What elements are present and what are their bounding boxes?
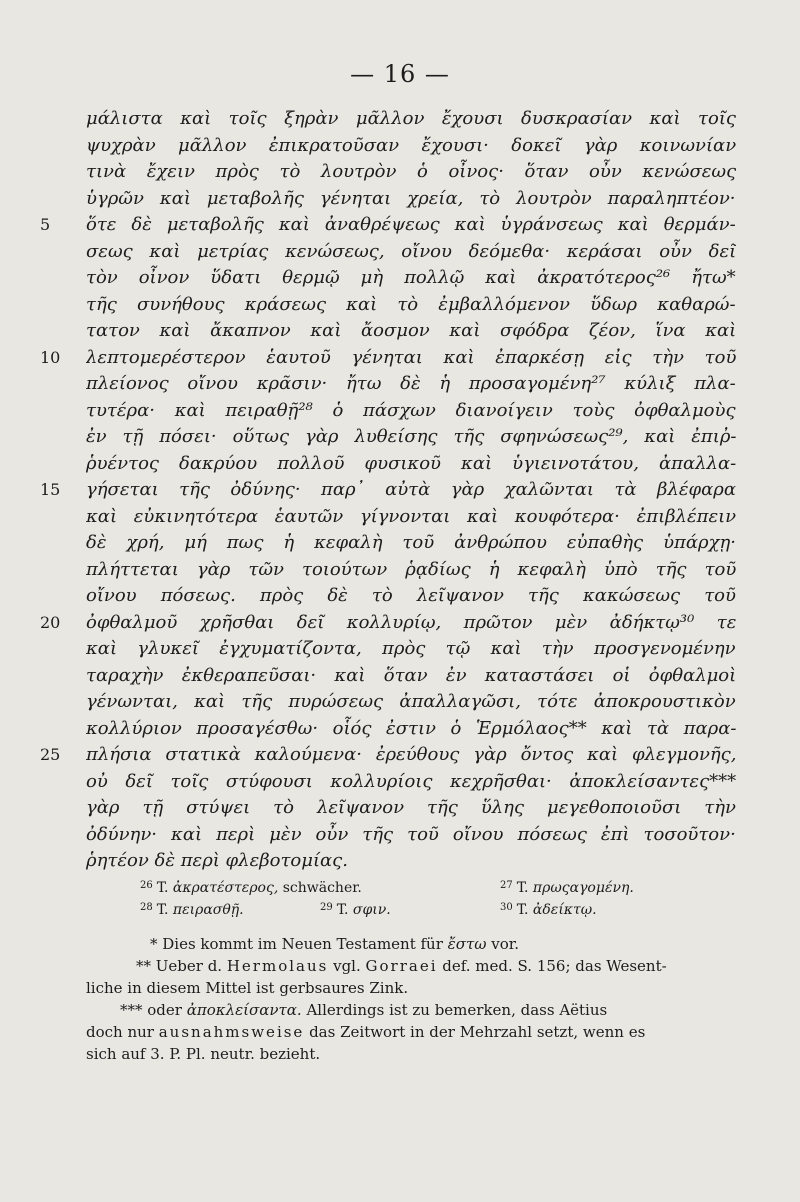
text-line xyxy=(0,424,800,451)
line-content: δὲ χρή, μή πως ἡ κεφαλὴ τοῦ ἀνθρώπου εὐπαθὴς ὑπάρχῃ· xyxy=(86,532,736,553)
line-text xyxy=(86,848,736,874)
line-content: ῥητέον δὲ περὶ φλεβοτομίας. xyxy=(86,850,348,871)
line-text xyxy=(86,822,736,848)
line-text xyxy=(86,636,736,662)
line-text xyxy=(86,716,736,742)
text-line xyxy=(0,716,800,743)
line-content: οἴνου πόσεως. πρὸς δὲ τὸ λεῖψανον τῆς κακώσεως τοῦ xyxy=(86,585,736,606)
line-content: τὸν οἶνον ὕδατι θερμῷ μὴ πολλῷ καὶ ἀκρατότερος²⁶ ἤτω* xyxy=(86,267,736,288)
text-line xyxy=(0,212,800,239)
line-number: 10 xyxy=(40,347,61,367)
line-text xyxy=(86,742,736,768)
line-text xyxy=(86,583,736,609)
footnote-29: $^{29}$ T. σφιν. xyxy=(320,902,391,918)
line-text xyxy=(86,451,736,477)
line-text xyxy=(86,212,736,238)
line-number: 20 xyxy=(40,612,61,632)
footnote-star-2-line-1: ** Ueber d. Hermolaus vgl. Gorraei def. med. S. 156; das Wesent- xyxy=(136,957,667,975)
line-content: τινὰ ἔχειν πρὸς τὸ λουτρὸν ὁ οἶνος· ὅταν οὖν κενώσεως xyxy=(86,161,736,182)
text-line xyxy=(0,689,800,716)
text-line xyxy=(0,371,800,398)
line-text xyxy=(86,318,736,344)
line-content: γήσεται τῆς ὀδύνης· παρ᾽ αὐτὰ γὰρ χαλῶνται τὰ βλέφαρα xyxy=(86,479,736,500)
text-line xyxy=(0,451,800,478)
line-content: κολλύριον προσαγέσθω· οἷός ἐστιν ὁ Ἑρμόλαος** καὶ τὰ παρα- xyxy=(86,717,736,739)
footnote-star-1: * Dies kommt im Neuen Testament für ἔστω vor. xyxy=(150,935,520,953)
line-text xyxy=(86,557,736,583)
line-content: ὑγρῶν καὶ μεταβολῆς γένηται χρεία, τὸ λουτρὸν παραληπτέον· xyxy=(86,187,736,209)
line-text xyxy=(86,133,736,159)
line-content: ταραχὴν ἐκθεραπεῦσαι· καὶ ὅταν ἐν καταστάσει οἱ ὀφθαλμοὶ xyxy=(86,664,736,686)
text-line xyxy=(0,795,800,822)
line-content: καὶ γλυκεῖ ἐγχυματίζοντα, πρὸς τῷ καὶ τὴν προσγενομένην xyxy=(86,638,736,659)
text-line xyxy=(0,239,800,266)
footnote-star-3-line-2: doch nur ausnahmsweise das Zeitwort in der Mehrzahl setzt, wenn es xyxy=(86,1023,646,1041)
text-line xyxy=(0,848,800,875)
line-content: τυτέρα· καὶ πειραθῇ²⁸ ὁ πάσχων διανοίγειν τοὺς ὀφθαλμοὺς xyxy=(86,399,736,421)
text-line xyxy=(0,530,800,557)
text-line xyxy=(0,159,800,186)
line-content: γένωνται, καὶ τῆς πυρώσεως ἀπαλλαγῶσι, τότε ἀποκρουστικὸν xyxy=(86,691,736,712)
text-line xyxy=(0,265,800,292)
line-content: τῆς συνήθους κράσεως καὶ τὸ ἐμβαλλόμενον ὕδωρ καθαρώ- xyxy=(86,293,736,315)
text-line xyxy=(0,292,800,319)
text-line xyxy=(0,318,800,345)
line-text xyxy=(86,106,736,132)
line-number: 5 xyxy=(40,215,51,234)
line-content: τατον καὶ ἄκαπνον καὶ ἄοσμον καὶ σφόδρα ζέον, ἵνα καὶ xyxy=(86,320,736,341)
text-line xyxy=(0,822,800,849)
line-content: πλήττεται γὰρ τῶν τοιούτων ῥᾳδίως ἡ κεφαλὴ ὑπὸ τῆς τοῦ xyxy=(86,558,736,580)
text-line xyxy=(0,477,800,504)
footnote-28: $^{28}$ T. πειρασθῇ. xyxy=(140,902,244,918)
line-text xyxy=(86,477,736,503)
page-number: — 16 — xyxy=(350,60,450,88)
footnote-30: $^{30}$ T. ἀδείκτῳ. xyxy=(500,902,597,918)
line-content: λεπτομερέστερον ἑαυτοῦ γένηται καὶ ἐπαρκέσῃ εἰς τὴν τοῦ xyxy=(86,346,736,368)
line-text xyxy=(86,504,736,530)
line-content: ὅτε δὲ μεταβολῆς καὶ ἀναθρέψεως καὶ ὑγράνσεως καὶ θερμάν- xyxy=(86,214,736,235)
line-content: μάλιστα καὶ τοῖς ξηρὰν μᾶλλον ἔχουσι δυσκρασίαν καὶ τοῖς xyxy=(86,108,736,129)
footnote-star-3-line-1: *** oder ἀποκλείσαντα. Allerdings ist zu bemerken, dass Aëtius xyxy=(120,1001,608,1019)
line-text xyxy=(86,239,736,265)
line-text xyxy=(86,769,736,795)
line-number: 15 xyxy=(40,480,61,499)
line-text xyxy=(86,689,736,715)
text-line xyxy=(0,398,800,425)
text-line xyxy=(0,610,800,637)
line-text xyxy=(86,424,736,450)
line-text xyxy=(86,292,736,318)
line-text xyxy=(86,530,736,556)
text-line xyxy=(0,133,800,160)
line-text xyxy=(86,663,736,689)
line-content: οὐ δεῖ τοῖς στύφουσι κολλυρίοις κεχρῆσθαι· ἀποκλείσαντες*** xyxy=(86,770,736,792)
text-line xyxy=(0,663,800,690)
line-text xyxy=(86,610,736,636)
text-line xyxy=(0,345,800,372)
line-text xyxy=(86,186,736,212)
text-line xyxy=(0,769,800,796)
line-content: πλήσια στατικὰ καλούμενα· ἐρεύθους γὰρ ὄντος καὶ φλεγμονῆς, xyxy=(86,744,736,765)
line-content: πλείονος οἴνου κρᾶσιν· ἤτω δὲ ἡ προσαγομένη²⁷ κύλιξ πλα- xyxy=(86,373,736,394)
line-content: ὀφθαλμοῦ χρῆσθαι δεῖ κολλυρίῳ, πρῶτον μὲν ἀδήκτῳ³⁰ τε xyxy=(86,611,736,633)
text-line xyxy=(0,636,800,663)
line-content: ῥυέντος δακρύου πολλοῦ φυσικοῦ καὶ ὑγιεινοτάτου, ἀπαλλα- xyxy=(86,452,736,474)
line-text xyxy=(86,265,736,291)
line-text xyxy=(86,795,736,821)
text-line xyxy=(0,504,800,531)
line-text xyxy=(86,159,736,185)
line-number: 25 xyxy=(40,745,61,764)
line-content: ὀδύνην· καὶ περὶ μὲν οὖν τῆς τοῦ οἴνου πόσεως ἐπὶ τοσοῦτον· xyxy=(86,823,736,845)
text-line xyxy=(0,557,800,584)
line-content: καὶ εὐκινητότερα ἑαυτῶν γίγνονται καὶ κουφότερα· ἐπιβλέπειν xyxy=(86,505,736,527)
text-line xyxy=(0,186,800,213)
line-text xyxy=(86,398,736,424)
footnote-star-3-line-3: sich auf 3. P. Pl. neutr. bezieht. xyxy=(86,1045,321,1063)
footnote-27: $^{27}$ T. πρωςαγομένη. xyxy=(500,880,634,896)
line-content: ἐν τῇ πόσει· οὕτως γὰρ λυθείσης τῆς σφηνώσεως²⁹, καὶ ἐπιῤ- xyxy=(86,426,736,447)
text-line xyxy=(0,583,800,610)
text-line xyxy=(0,742,800,769)
line-content: σεως καὶ μετρίας κενώσεως, οἴνου δεόμεθα· κεράσαι οὖν δεῖ xyxy=(86,240,736,262)
text-line xyxy=(0,106,800,133)
footnote-star-2-line-2: liche in diesem Mittel ist gerbsaures Zink. xyxy=(86,979,409,997)
line-text xyxy=(86,345,736,371)
line-content: ψυχρὰν μᾶλλον ἐπικρατοῦσαν ἔχουσι· δοκεῖ γὰρ κοινωνίαν xyxy=(86,134,736,156)
line-content: γὰρ τῇ στύψει τὸ λεῖψανον τῆς ὕλης μεγεθοποιοῦσι τὴν xyxy=(86,797,736,818)
footnote-26: $^{26}$ T. ἀκρατέστερος, schwächer. xyxy=(140,880,362,896)
line-text xyxy=(86,371,736,397)
